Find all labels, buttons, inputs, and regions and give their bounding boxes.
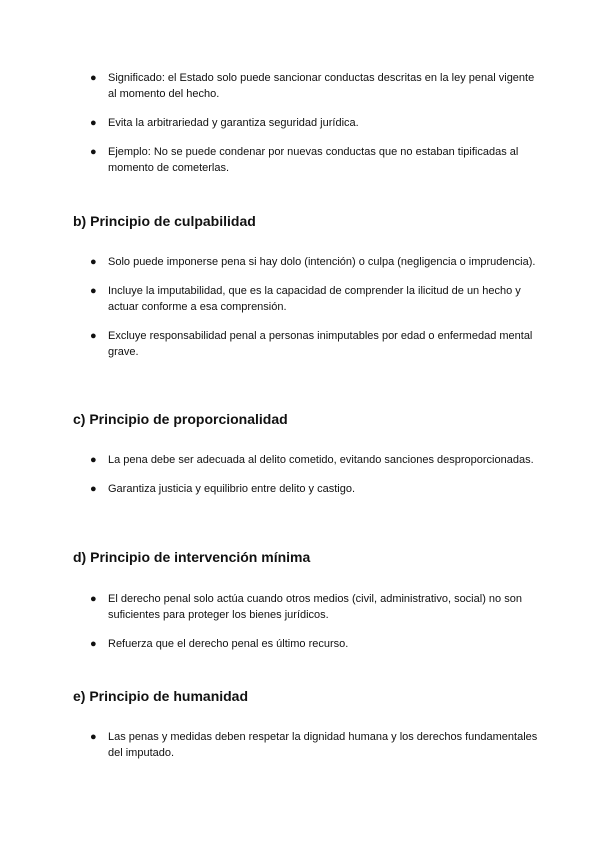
bullet-icon: ●	[90, 117, 97, 129]
list-item: ● Ejemplo: No se puede condenar por nuevas conductas que no estaban tipificadas al momento de cometerlas.	[90, 146, 519, 174]
section-heading-intervencion-minima: d) Principio de intervención mínima	[73, 549, 311, 565]
list-item: ● Refuerza que el derecho penal es último recurso.	[90, 638, 349, 650]
list-item: ● Significado: el Estado solo puede sancionar conductas descritas en la ley penal vigente al momento del hecho.	[90, 72, 535, 100]
bullet-icon: ●	[90, 483, 97, 495]
list-item: ● Evita la arbitrariedad y garantiza seguridad jurídica.	[90, 117, 359, 129]
list-item: ● Solo puede imponerse pena si hay dolo (intención) o culpa (negligencia o imprudencia).	[90, 256, 536, 268]
list-item: ● Garantiza justicia y equilibrio entre delito y castigo.	[90, 483, 356, 495]
bullet-icon: ●	[90, 256, 97, 268]
bullet-list-legalidad	[0, 70, 600, 176]
bullet-list-proporcionalidad	[0, 452, 600, 497]
list-item: ● El derecho penal solo actúa cuando otros medios (civil, administrativo, social) no son suficientes para proteger los bienes jurídicos.	[90, 593, 522, 621]
bullet-list-intervencion-minima	[0, 591, 600, 652]
list-item: ● Las penas y medidas deben respetar la dignidad humana y los derechos fundamentales del imputado.	[90, 731, 538, 759]
list-item: ● Excluye responsabilidad penal a personas inimputables por edad o enfermedad mental grave.	[90, 330, 533, 358]
bullet-icon: ●	[90, 146, 97, 158]
bullet-list-culpabilidad	[0, 254, 600, 360]
bullet-icon: ●	[90, 72, 97, 84]
bullet-icon: ●	[90, 638, 97, 650]
list-item: ● La pena debe ser adecuada al delito cometido, evitando sanciones desproporcionadas.	[90, 454, 534, 466]
bullet-icon: ●	[90, 454, 97, 466]
section-heading-culpabilidad: b) Principio de culpabilidad	[73, 213, 256, 229]
section-heading-proporcionalidad: c) Principio de proporcionalidad	[73, 411, 288, 427]
bullet-icon: ●	[90, 593, 97, 605]
bullet-icon: ●	[90, 330, 97, 342]
bullet-icon: ●	[90, 285, 97, 297]
section-heading-humanidad: e) Principio de humanidad	[73, 688, 249, 704]
bullet-icon: ●	[90, 731, 97, 743]
bullet-list-humanidad	[0, 729, 600, 761]
list-item: ● Incluye la imputabilidad, que es la capacidad de comprender la ilicitud de un hecho y actuar conforme a esa comprensión.	[90, 285, 521, 313]
